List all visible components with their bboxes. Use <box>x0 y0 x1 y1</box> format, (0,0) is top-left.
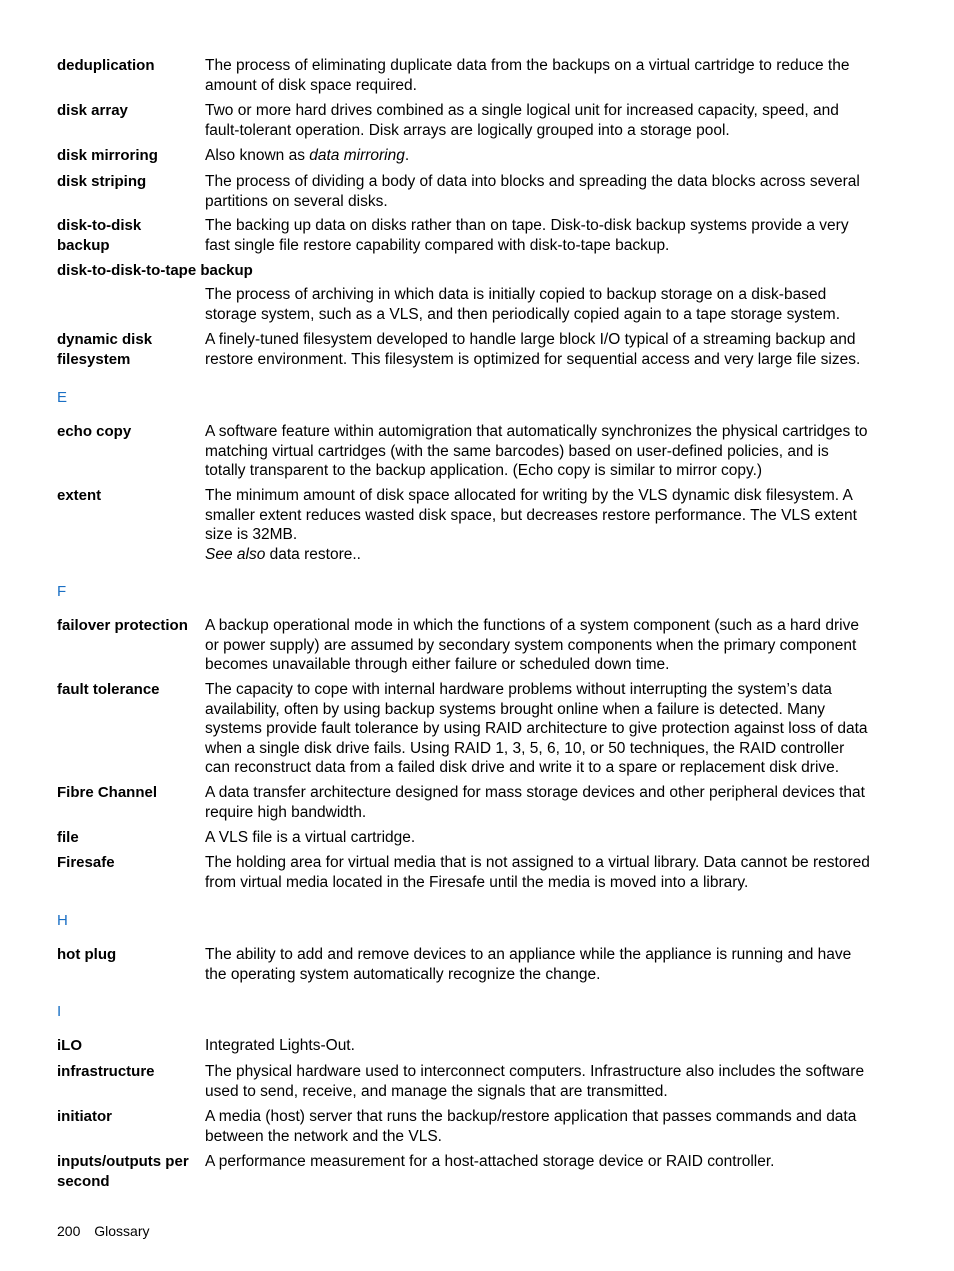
definition: The capacity to cope with internal hardware problems without interrupting the system’s data availability, often by using backup systems brought online when a failure is detected. Many systems provide fault tolerance by using RAID architecture to give protection against loss of data when a single disk drive fails. Using RAID 1, 3, 5, 6, 10, or 50 techniques, the RAID controller can reconstruct data from a failed disk drive and write it to a spare or replacement disk drive. <box>205 681 868 776</box>
term: disk mirroring <box>57 147 158 164</box>
see-also-link-text: data restore.. <box>265 545 361 563</box>
definition <box>205 486 873 564</box>
definition-italic: data mirroring <box>309 147 405 164</box>
term: fault tolerance <box>57 681 160 698</box>
page-footer <box>57 1222 159 1240</box>
definition: Two or more hard drives combined as a single logical unit for increased capacity, speed, and fault-tolerant operation. Disk arrays are logically grouped into a storage pool. <box>205 102 839 139</box>
letter-heading-i: I <box>57 1003 62 1020</box>
term: disk-to-disk backup <box>57 217 142 254</box>
definition: Integrated Lights-Out. <box>205 1037 355 1054</box>
letter-heading-f: F <box>57 583 67 600</box>
term: Firesafe <box>57 854 115 871</box>
definition: A finely-tuned filesystem developed to handle large block I/O typical of a streaming backup and restore environment. This filesystem is optimized for sequential access and very large file sizes. <box>205 331 861 368</box>
page-number: 200 <box>57 1223 81 1239</box>
definition: A backup operational mode in which the functions of a system component (such as a hard drive or power supply) are assumed by secondary system components when the primary component becomes unavailable through either failure or scheduled down time. <box>205 617 859 673</box>
term: disk array <box>57 102 128 119</box>
definition: A VLS file is a virtual cartridge. <box>205 829 416 846</box>
term: deduplication <box>57 57 155 74</box>
letter-heading-e: E <box>57 389 68 406</box>
term: initiator <box>57 1108 112 1125</box>
term: Fibre Channel <box>57 784 158 801</box>
term: iLO <box>57 1037 82 1054</box>
definition-text: . <box>404 147 410 164</box>
definition-text: The minimum amount of disk space allocated for writing by the VLS dynamic disk filesystem. A smaller extent reduces wasted disk space, but decreases restore performance. The VLS extent size is 32MB. <box>205 487 857 543</box>
definition: The process of eliminating duplicate data from the backups on a virtual cartridge to reduce the amount of disk space required. <box>205 57 850 94</box>
see-also <box>205 545 873 565</box>
see-also-label: See also <box>205 545 266 563</box>
term: extent <box>57 487 102 504</box>
term: dynamic disk filesystem <box>57 331 153 368</box>
definition: A performance measurement for a host-attached storage device or RAID controller. <box>205 1153 775 1170</box>
definition: A data transfer architecture designed for mass storage devices and other peripheral devices that require high bandwidth. <box>205 784 865 821</box>
definition: The holding area for virtual media that is not assigned to a virtual library. Data cannot be restored from virtual media located in the Firesafe until the media is moved into a library. <box>205 854 870 891</box>
definition: The backing up data on disks rather than on tape. Disk-to-disk backup systems provide a very fast single file restore capability compared with disk-to-tape backup. <box>205 217 849 254</box>
term: inputs/outputs per second <box>57 1153 189 1190</box>
term: failover protection <box>57 617 188 634</box>
term: infrastructure <box>57 1063 155 1080</box>
definition: A software feature within automigration that automatically synchronizes the physical cartridges to matching virtual cartridges (with the same barcodes) based on user-defined policies, and is totally transparent to the backup application. (Echo copy is similar to mirror copy.) <box>205 423 868 479</box>
definition-text: Also known as <box>205 147 310 164</box>
definition: The physical hardware used to interconnect computers. Infrastructure also includes the software used to send, receive, and manage the signals that are transmitted. <box>205 1063 865 1100</box>
term: disk striping <box>57 173 147 190</box>
definition: The process of dividing a body of data into blocks and spreading the data blocks across several partitions on several disks. <box>205 173 860 210</box>
definition <box>205 146 873 166</box>
term: disk-to-disk-to-tape backup <box>57 262 253 279</box>
term: echo copy <box>57 423 132 440</box>
definition: The ability to add and remove devices to an appliance while the appliance is running and have the operating system automatically recognize the change. <box>205 946 852 983</box>
term: hot plug <box>57 946 117 963</box>
footer-section: Glossary <box>94 1223 150 1239</box>
letter-heading-h: H <box>57 912 68 929</box>
definition: A media (host) server that runs the backup/restore application that passes commands and data between the network and the VLS. <box>205 1108 857 1145</box>
definition: The process of archiving in which data is initially copied to backup storage on a disk-based storage system, such as a VLS, and then periodically copied again to a tape storage system. <box>205 286 841 323</box>
term: file <box>57 829 79 846</box>
